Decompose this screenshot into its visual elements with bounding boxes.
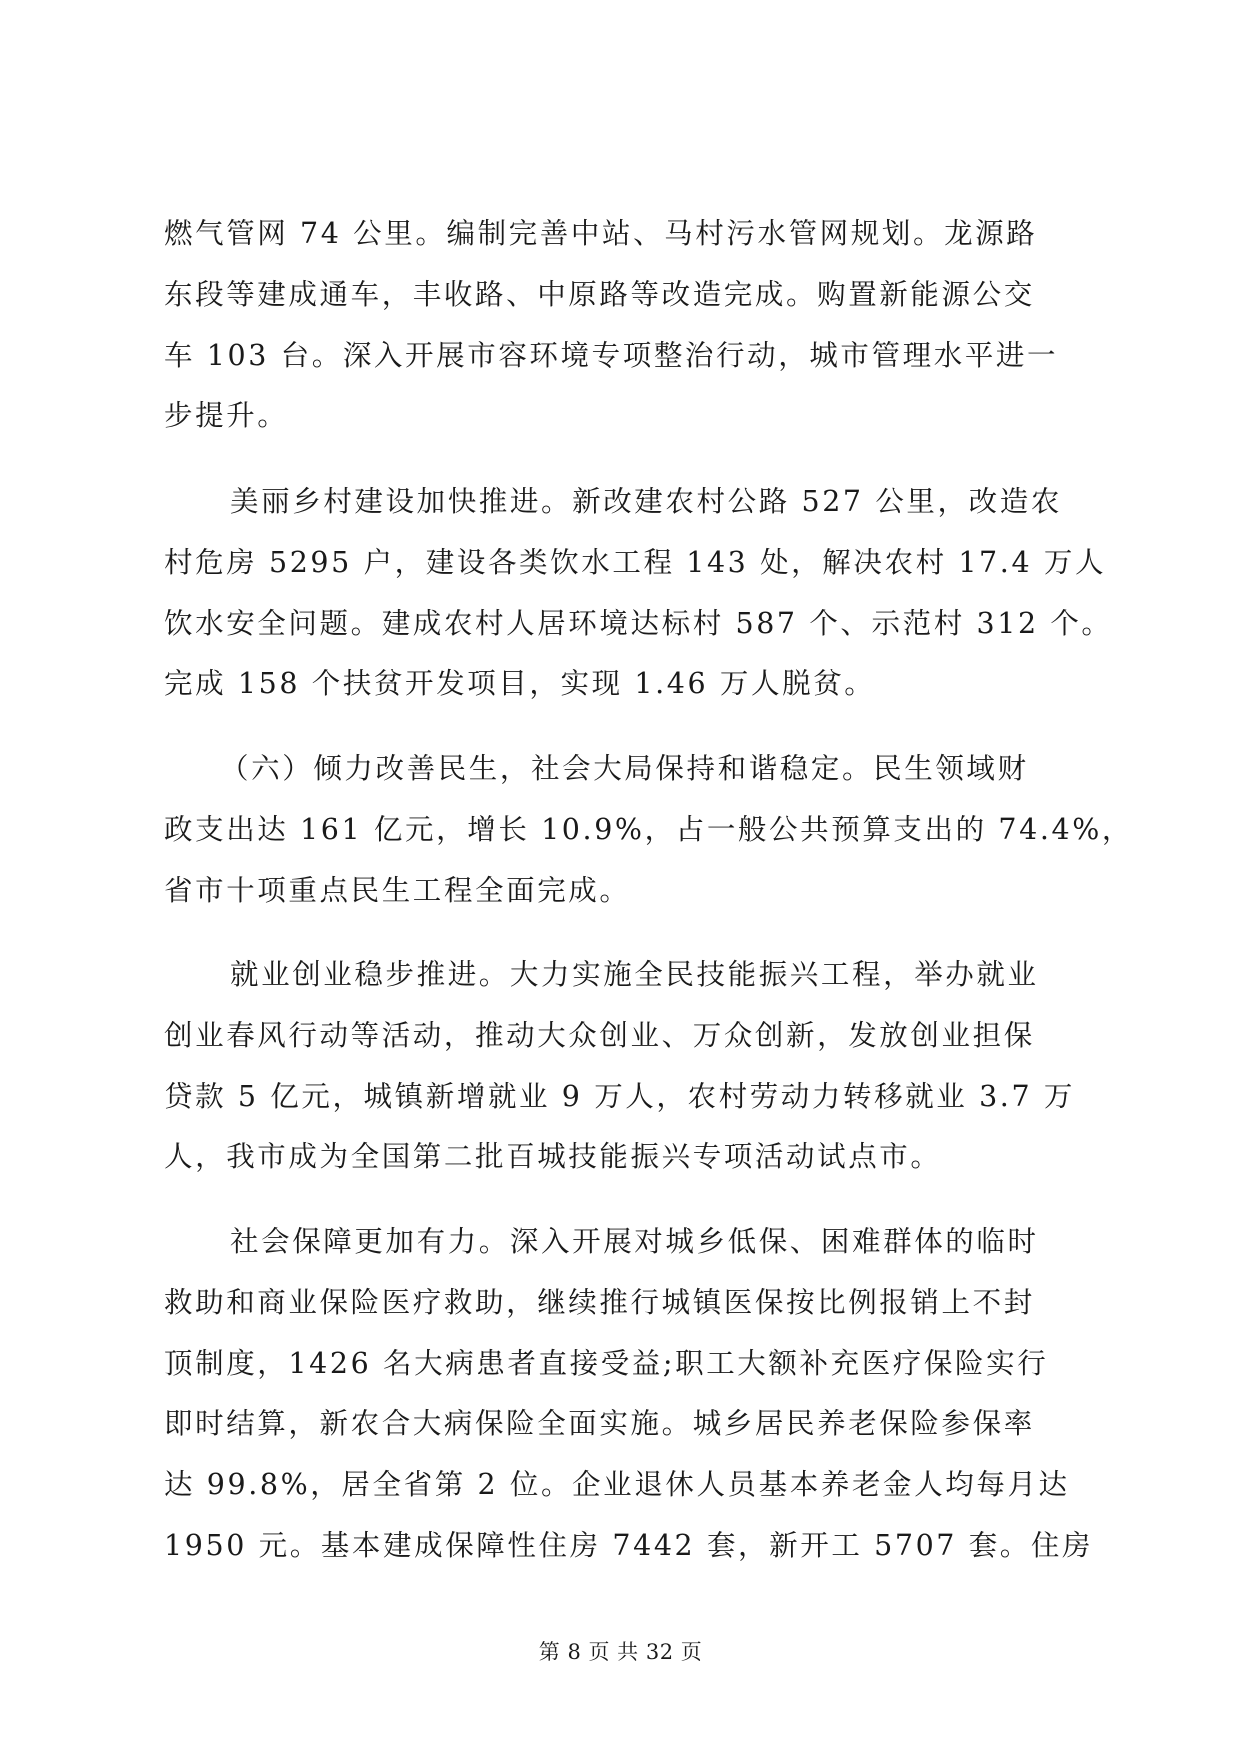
text-line: 创业春风行动等活动，推动大众创业、万众创新，发放创业担保 xyxy=(164,1019,1035,1052)
text-line: 完成 158 个扶贫开发项目，实现 1.46 万人脱贫。 xyxy=(164,667,876,700)
page-number-footer: 第 8 页 共 32 页 xyxy=(538,1640,703,1664)
text-line: 省市十项重点民生工程全面完成。 xyxy=(164,874,631,907)
text-line: 东段等建成通车，丰收路、中原路等改造完成。购置新能源公交 xyxy=(164,278,1035,311)
text-line: 救助和商业保险医疗救助，继续推行城镇医保按比例报销上不封 xyxy=(164,1286,1035,1319)
section-heading-line: （六）倾力改善民生，社会大局保持和谐稳定。民生领域财 xyxy=(220,752,1029,785)
text-line: 村危房 5295 户，建设各类饮水工程 143 处，解决农村 17.4 万人 xyxy=(164,546,1107,579)
text-line: 饮水安全问题。建成农村人居环境达标村 587 个、示范村 312 个。 xyxy=(164,607,1113,640)
paragraph-first-line: 美丽乡村建设加快推进。新改建农村公路 527 公里，改造农 xyxy=(230,485,1062,518)
paragraph-first-line: 社会保障更加有力。深入开展对城乡低保、困难群体的临时 xyxy=(230,1225,1039,1258)
text-line: 即时结算，新农合大病保险全面实施。城乡居民养老保险参保率 xyxy=(164,1407,1035,1440)
text-line: 步提升。 xyxy=(164,399,289,432)
text-line: 车 103 台。深入开展市容环境专项整治行动，城市管理水平进一 xyxy=(164,339,1059,372)
text-line: 政支出达 161 亿元，增长 10.9%，占一般公共预算支出的 74.4%， xyxy=(164,813,1134,846)
text-line: 1950 元。基本建成保障性住房 7442 套，新开工 5707 套。住房 xyxy=(164,1529,1094,1562)
text-line: 燃气管网 74 公里。编制完善中站、马村污水管网规划。龙源路 xyxy=(164,217,1038,250)
paragraph-first-line: 就业创业稳步推进。大力实施全民技能振兴工程，举办就业 xyxy=(230,958,1039,991)
text-line: 顶制度，1426 名大病患者直接受益;职工大额补充医疗保险实行 xyxy=(164,1347,1049,1380)
text-line: 贷款 5 亿元，城镇新增就业 9 万人，农村劳动力转移就业 3.7 万 xyxy=(164,1080,1075,1113)
text-line: 人，我市成为全国第二批百城技能振兴专项活动试点市。 xyxy=(164,1140,942,1173)
text-line: 达 99.8%，居全省第 2 位。企业退休人员基本养老金人均每月达 xyxy=(164,1468,1070,1501)
